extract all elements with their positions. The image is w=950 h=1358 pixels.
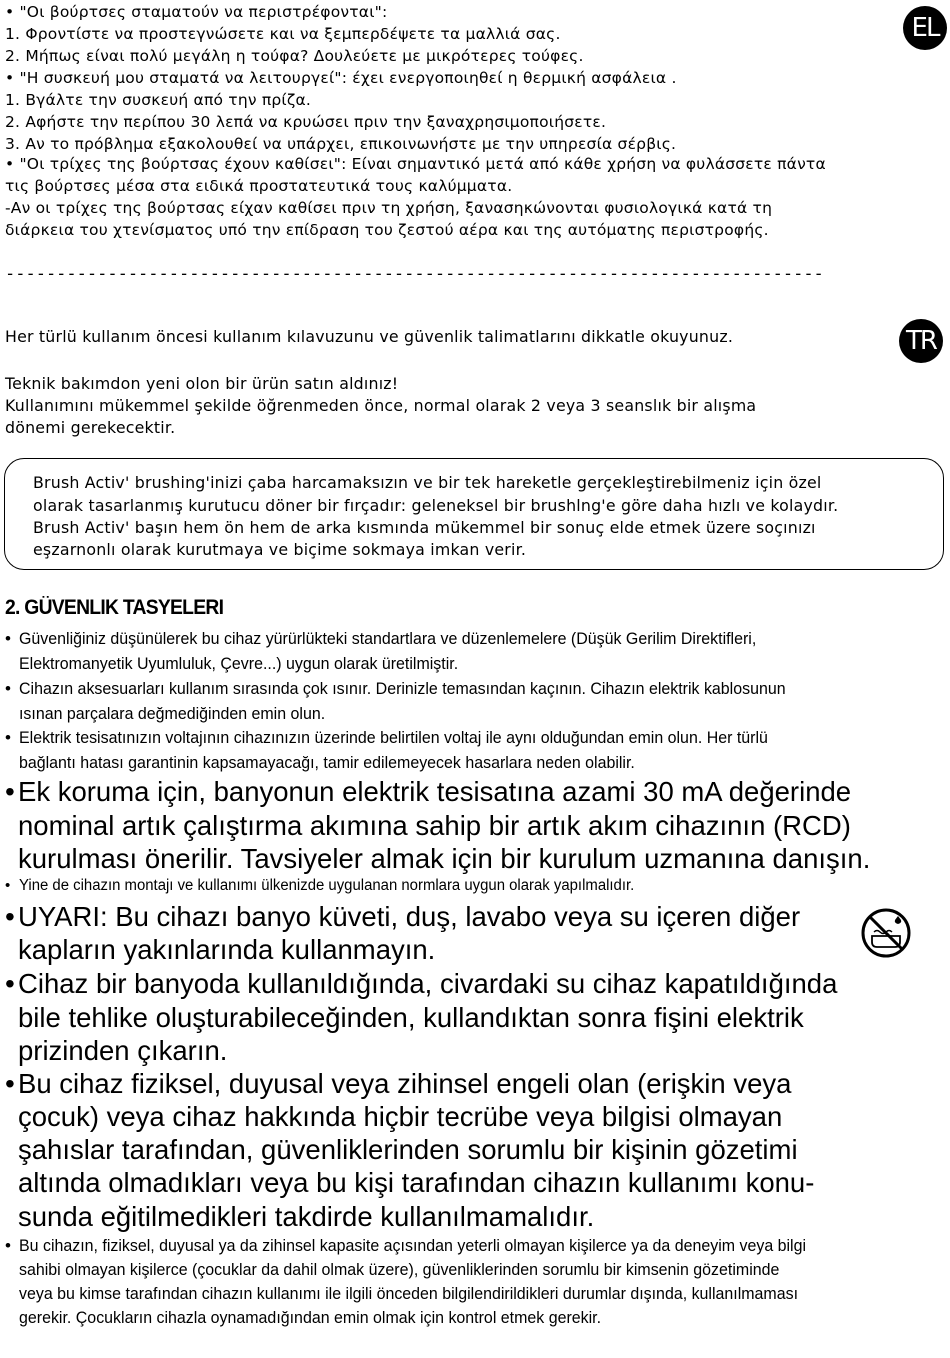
- safety-item-line-large: nominal artık çalıştırma akımına sahip bir artık akım cihazının (RCD): [18, 810, 851, 841]
- greek-line: 2. Αφήστε την περίπου 30 λεπά να κρυώσει πριν την ξαναχρησιμοποιήσετε.: [5, 113, 607, 131]
- safety-item-line: Yine de cihazın montajı ve kullanımı ülkenizde uygulanan normlara uygun olarak yapılmalıdır.: [19, 877, 635, 894]
- safety-item-line-large: Cihaz bir banyoda kullanıldığında, civardaki su cihaz kapatıldığında: [18, 968, 838, 999]
- greek-line: -Αν οι τρίχες της βούρτσας είχαν καθίσει πριν τη χρήση, ξανασηκώνονται φυσιολογικά κατά τη: [5, 199, 773, 217]
- safety-item-line: Cihazın aksesuarları kullanım sırasında çok ısınır. Derinizle temasından kaçının. Cihazın elektrik kablosunun: [19, 679, 786, 698]
- greek-line: τις βούρτσες μέσα στα ειδικά προστατευτικά τους καλύμματα.: [5, 177, 513, 195]
- language-badge-el: EL: [903, 6, 947, 50]
- section-heading: 2. GÜVENLIK TASYELERI: [5, 596, 224, 619]
- greek-line: διάρκεια του χτενίσματος υπό την επίδραση του ζεστού αέρα και της αυτόματης περιστροφής.: [5, 221, 769, 239]
- bullet: •: [5, 776, 15, 807]
- safety-item-line-large: şahıslar tarafından, güvenliklerinden sorumlu bir kişinin gözetimi: [18, 1134, 798, 1165]
- greek-line: • "Η συσκευή μου σταματά να λειτουργεί": έχει ενεργοποιηθεί η θερμική ασφάλεια .: [5, 69, 677, 87]
- intro-line: dönemi gerekecektir.: [5, 418, 176, 437]
- safety-item-line-large: çocuk) veya cihaz hakkında hiçbir tecrübe veya bilgisi olmayan: [18, 1101, 783, 1132]
- box-line: olarak tasarlanmış kurutucu döner bir fırçadır: geleneksel bir brushlng'e göre daha hızlı ve kolaydır.: [33, 496, 839, 515]
- intro-line: Kullanımını mükemmel şekilde öğrenmeden önce, normal olarak 2 veya 3 seanslık bir alışma: [5, 396, 757, 415]
- safety-item-line-large: Bu cihaz fiziksel, duyusal veya zihinsel engeli olan (erişkin veya: [18, 1068, 792, 1099]
- box-line: Brush Activ' başın hem ön hem de arka kısmında mükemmel bir sonuç elde etmek üzere soçınızı: [33, 518, 816, 537]
- safety-item-line-large: Ek koruma için, banyonun elektrik tesisatına azami 30 mA değerinde: [18, 776, 852, 807]
- bullet: •: [5, 1236, 11, 1255]
- bullet: •: [5, 968, 15, 999]
- safety-item-line: Elektromanyetik Uyumluluk, Çevre...) uygun olarak üretilmiştir.: [19, 654, 459, 673]
- greek-line: • "Οι τρίχες της βούρτσας έχουν καθίσει": Είναι σημαντικό μετά από κάθε χρήση να φυλάσσετε πάντα: [5, 155, 826, 173]
- section-separator: --------------------------------------------------------------------------------: [5, 264, 824, 284]
- box-line: eşzarnonlı olarak kurutmaya ve biçime sokmaya imkan verir.: [33, 540, 527, 559]
- language-badge-tr: TR: [899, 319, 943, 363]
- bullet: •: [5, 877, 11, 894]
- bullet: •: [5, 679, 11, 698]
- safety-item-line: ısınan parçalara değmediğinden emin olun.: [19, 704, 326, 723]
- safety-item-line: Güvenliğiniz düşünülerek bu cihaz yürürlükteki standartlara ve düzenlemelere (Düşük Gerilim Direktifleri,: [19, 629, 757, 648]
- greek-line: 1. Βγάλτε την συσκευή από την πρίζα.: [5, 91, 312, 109]
- bullet: •: [5, 629, 11, 648]
- greek-line: 1. Φροντίστε να προστεγνώσετε και να ξεμπερδέψετε τα μαλλιά σας.: [5, 25, 561, 43]
- safety-item-line: Bu cihazın, fiziksel, duyusal ya da zihinsel kapasite açısından yeterli olmayan kişilerce ya da deneyim veya bilgi: [19, 1236, 807, 1255]
- safety-item-line-large: UYARI: Bu cihazı banyo küveti, duş, lavabo veya su içeren diğer: [18, 901, 801, 932]
- bullet: •: [5, 728, 11, 747]
- bullet: •: [5, 901, 15, 932]
- safety-item-line: gerekir. Çocukların cihazla oynamadığından emin olmak için kontrol etmek gerekir.: [19, 1308, 602, 1327]
- no-water-bath-icon: [859, 906, 913, 960]
- intro-line: Teknik bakımdon yeni olon bir ürün satın aldınız!: [5, 374, 399, 393]
- safety-item-line: bağlantı hatası garantinin kapsamayacağı, tamir edilemeyecek hasarlara neden olabilir.: [19, 753, 635, 772]
- greek-line: 3. Αν το πρόβλημα εξακολουθεί να υπάρχει, επικοινωνήστε με την υπηρεσία σέρβις.: [5, 135, 677, 153]
- greek-line: • "Οι βούρτσες σταματούν να περιστρέφονται":: [5, 3, 388, 21]
- safety-item-line-large: kurulması önerilir. Tavsiyeler almak için bir kurulum uzmanına danışın.: [18, 843, 871, 874]
- intro-line: Her türlü kullanım öncesi kullanım kılavuzunu ve güvenlik talimatlarını dikkatle okuyunuz.: [5, 327, 734, 346]
- box-line: Brush Activ' brushing'inizi çaba harcamaksızın ve bir tek hareketle gerçekleştirebilmeniz için özel: [33, 473, 822, 492]
- safety-item-line: veya bu kimse tarafından cihazın kullanımı ile ilgili önceden bilgilendirildikleri durumlar dışında, kullanılmaması: [19, 1284, 799, 1303]
- safety-item-line-large: sunda eğitilmedikleri takdirde kullanılmamalıdır.: [18, 1201, 595, 1232]
- safety-item-line-large: kapların yakınlarında kullanmayın.: [18, 934, 436, 965]
- safety-item-line-large: bile tehlike oluşturabileceğinden, kullandıktan sonra fişini elektrik: [18, 1002, 804, 1033]
- bullet: •: [5, 1068, 15, 1099]
- safety-item-line-large: prizinden çıkarın.: [18, 1035, 228, 1066]
- safety-item-line-large: altında olmadıkları veya bu kişi tarafından cihazın kullanımı konu-: [18, 1167, 815, 1198]
- safety-item-line: sahibi olmayan kişilerce (çocuklar da dahil olmak üzere), güvenliklerinden sorumlu bir kimsenin gözetiminde: [19, 1260, 780, 1279]
- safety-item-line: Elektrik tesisatınızın voltajının cihazınızın üzerinde belirtilen voltaj ile aynı olduğundan emin olun. Her türlü: [19, 728, 768, 747]
- greek-line: 2. Μήπως είναι πολύ μεγάλη η τούφα? Δουλεύετε με μικρότερες τούφες.: [5, 47, 584, 65]
